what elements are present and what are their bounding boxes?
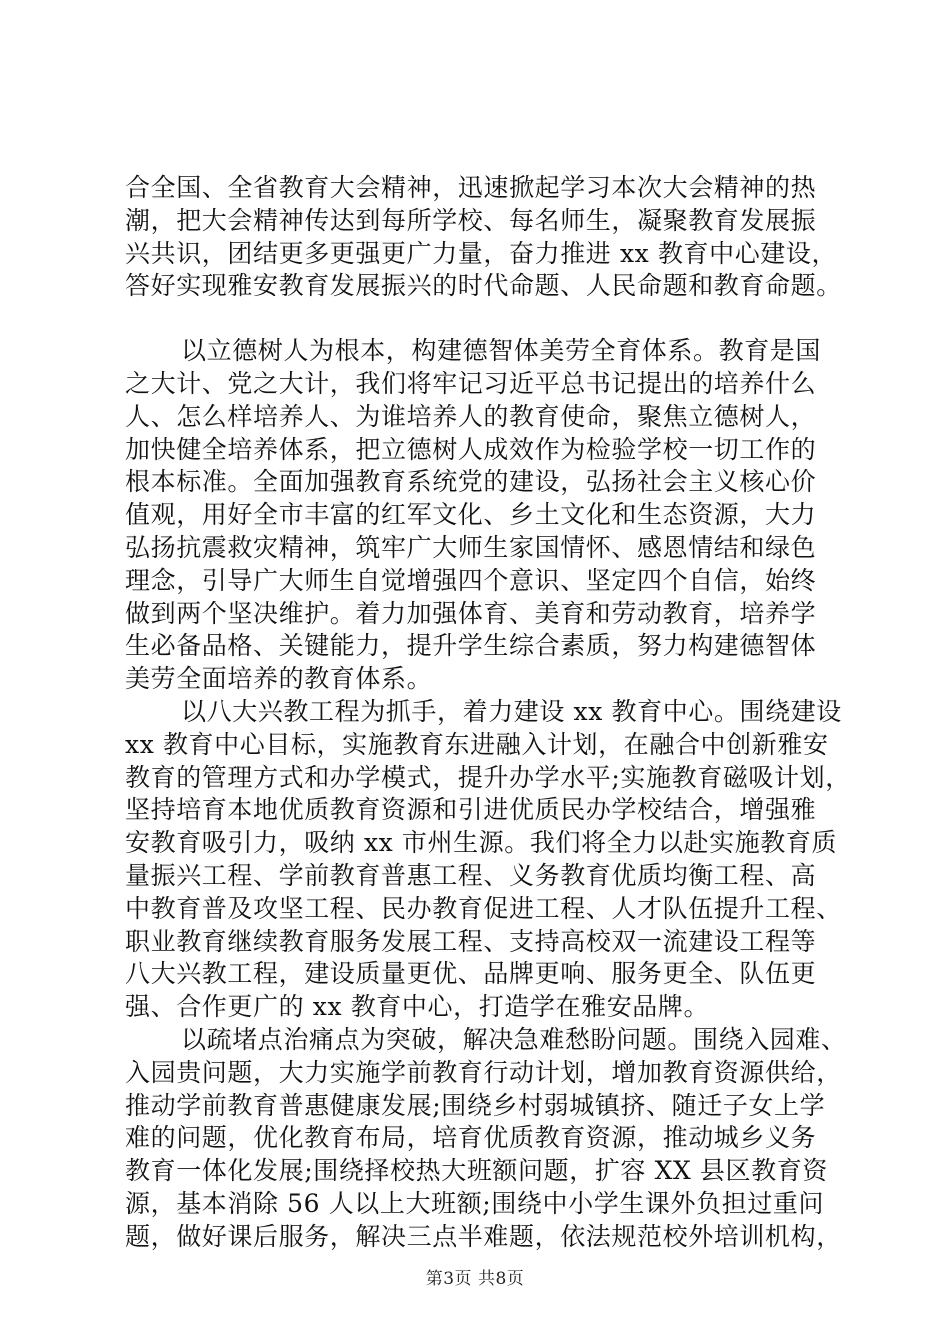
text-line: 之大计、党之大计，我们将牢记习近平总书记提出的培养什么 [125, 368, 817, 398]
text-line: 教育的管理方式和办学模式，提升办学水平;实施教育磁吸计划， [125, 762, 851, 792]
text-line: 加快健全培养体系，把立德树人成效作为检验学校一切工作的 [125, 434, 817, 464]
text-line: 入园贵问题，大力实施学前教育行动计划，增加教育资源供给， [125, 1057, 842, 1087]
text-line: 弘扬抗震救灾精神，筑牢广大师生家国情怀、感恩情结和绿色 [125, 532, 817, 562]
text-line: 量振兴工程、学前教育普惠工程、义务教育优质均衡工程、高 [125, 860, 817, 890]
text-line: 推动学前教育普惠健康发展;围绕乡村弱城镇挤、随迁子女上学 [125, 1090, 826, 1120]
text-line: 人、怎么样培养人、为谁培养人的教育使命，聚焦立德树人， [125, 401, 817, 431]
text-line: 兴共识，团结更多更强更广力量，奋力推进 xx 教育中心建设， [125, 238, 838, 268]
text-line: xx 教育中心目标，实施教育东进融入计划，在融合中创新雅安 [125, 729, 829, 759]
document-body [125, 172, 851, 1254]
text-line: 职业教育继续教育服务发展工程、支持高校双一流建设工程等 [125, 926, 817, 956]
text-line: 根本标准。全面加强教育系统党的建设，弘扬社会主义核心价 [125, 467, 817, 497]
paragraph-spacer [125, 303, 845, 335]
text-line: 难的问题，优化教育布局，培育优质教育资源，推动城乡义务 [125, 1123, 817, 1153]
text-line: 中教育普及攻坚工程、民办教育促进工程、人才队伍提升工程、 [125, 893, 842, 923]
paragraph-4 [125, 1024, 845, 1254]
text-line: 以疏堵点治痛点为突破，解决急难愁盼问题。围绕入园难、 [181, 1024, 847, 1054]
text-line: 生必备品格、关键能力，提升学生综合素质，努力构建德智体 [125, 631, 817, 661]
text-line: 源，基本消除 56 人以上大班额;围绕中小学生课外负担过重问 [125, 1188, 825, 1218]
text-line: 坚持培育本地优质教育资源和引进优质民办学校结合，增强雅 [125, 795, 817, 825]
text-line: 潮，把大会精神传达到每所学校、每名师生，凝聚教育发展振 [125, 205, 817, 235]
text-line: 做到两个坚决维护。着力加强体育、美育和劳动教育，培养学 [125, 598, 817, 628]
text-line: 八大兴教工程，建设质量更优、品牌更响、服务更全、队伍更 [125, 959, 817, 989]
paragraph-2 [125, 335, 845, 696]
text-line: 合全国、全省教育大会精神，迅速掀起学习本次大会精神的热 [125, 173, 817, 202]
text-line: 题，做好课后服务，解决三点半难题，依法规范校外培训机构， [125, 1221, 842, 1251]
text-line: 强、合作更广的 xx 教育中心，打造学在雅安品牌。 [125, 992, 710, 1022]
paragraph-3 [125, 696, 851, 1024]
text-line: 理念，引导广大师生自觉增强四个意识、坚定四个自信，始终 [125, 565, 817, 595]
text-line: 教育一体化发展;围绕择校热大班额问题，扩容 XX 县区教育资 [125, 1156, 828, 1186]
text-line: 安教育吸引力，吸纳 xx 市州生源。我们将全力以赴实施教育质 [125, 828, 838, 858]
text-line: 美劳全面培养的教育体系。 [125, 664, 433, 694]
text-line: 以八大兴教工程为抓手，着力建设 xx 教育中心。围绕建设 [181, 696, 842, 726]
text-line: 答好实现雅安教育发展振兴的时代命题、人民命题和教育命题。 [125, 271, 842, 301]
text-line: 以立德树人为根本，构建德智体美劳全育体系。教育是国 [181, 336, 822, 366]
paragraph-1 [125, 172, 845, 303]
text-line: 值观，用好全市丰富的红军文化、乡土文化和生态资源，大力 [125, 500, 817, 530]
page-number-footer: 第3页 共8页 [425, 1269, 525, 1289]
